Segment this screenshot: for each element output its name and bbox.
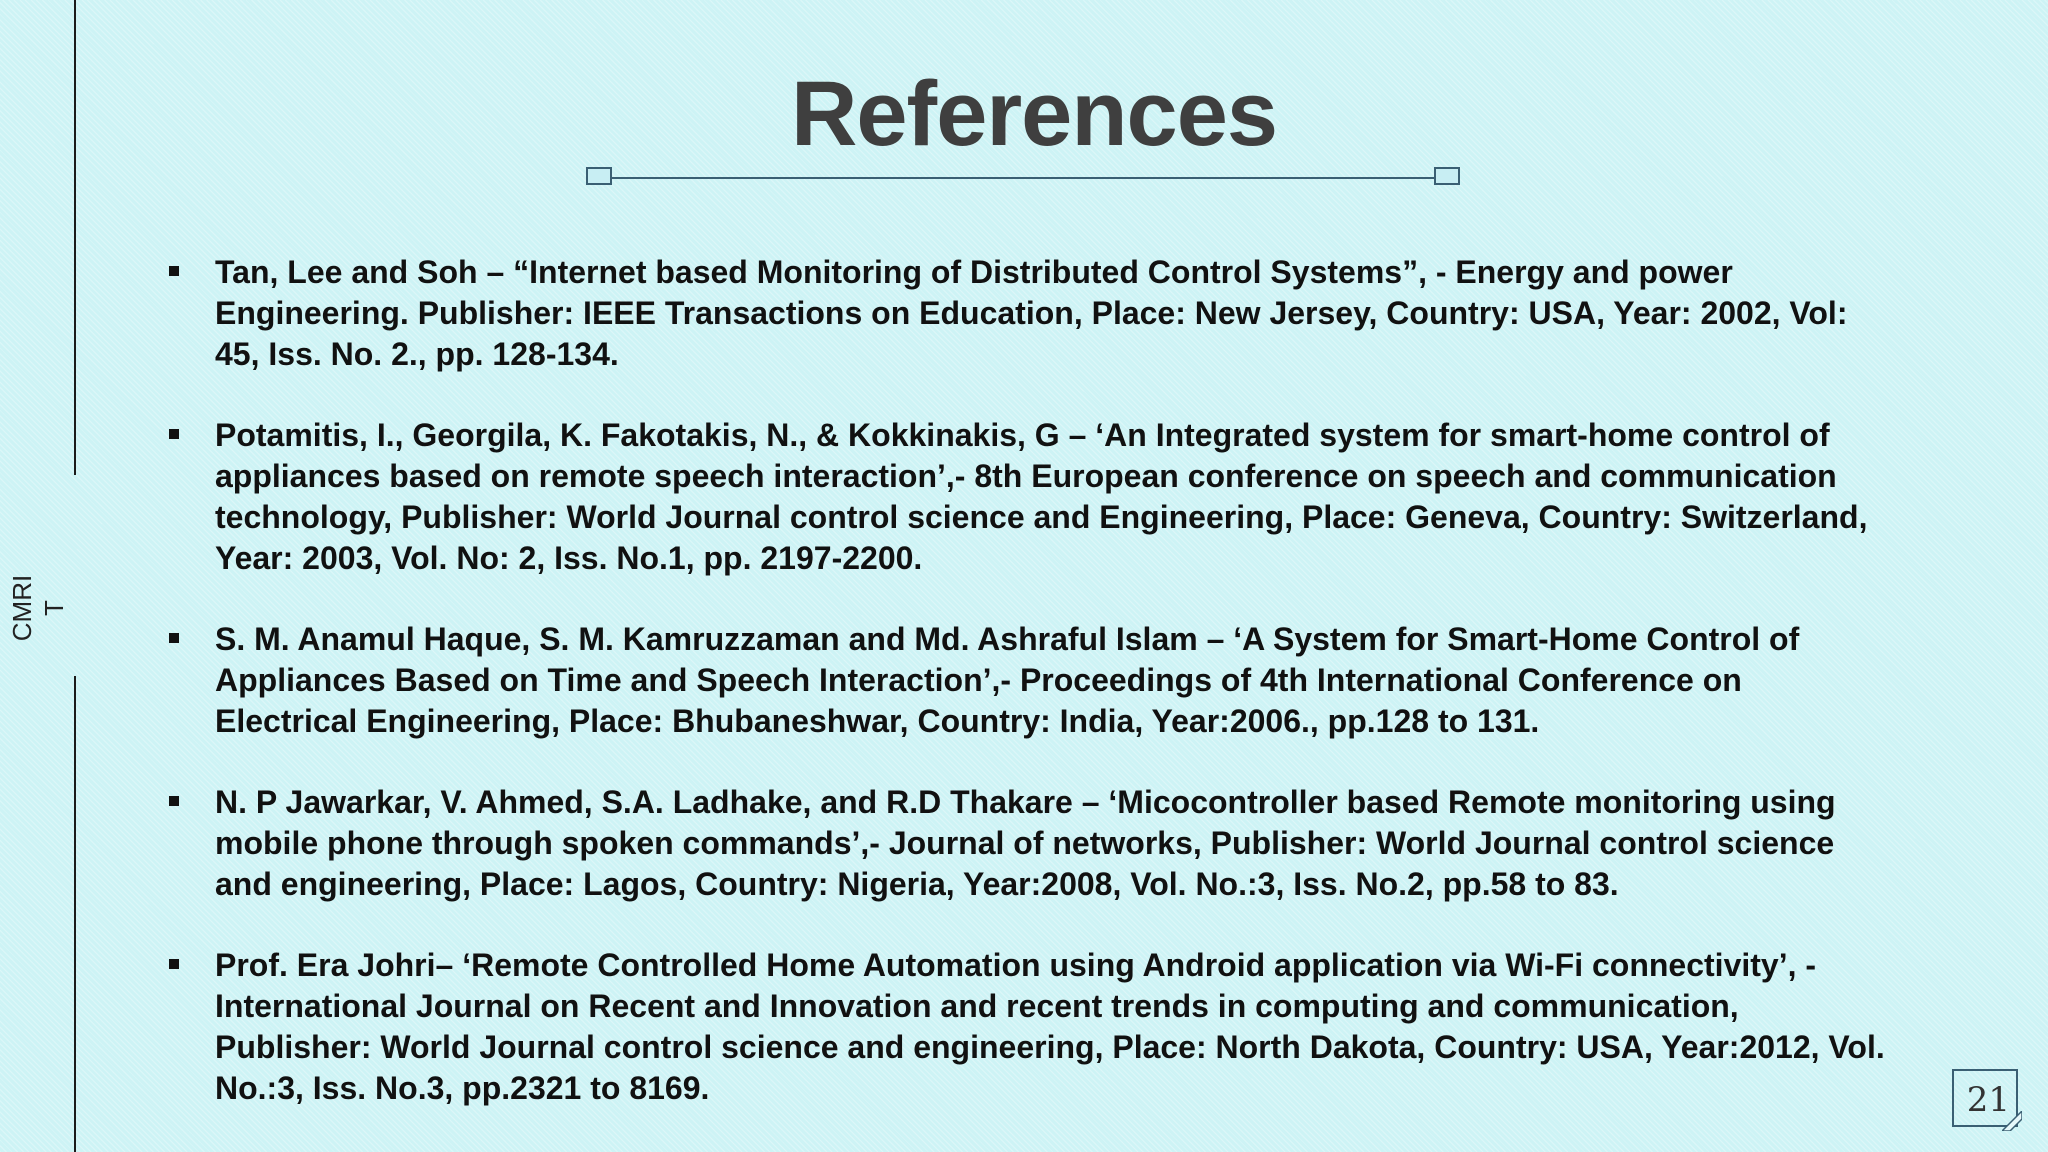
side-label: [6, 533, 70, 683]
reference-item: [167, 945, 1887, 1109]
title-underline-right-handle: [1434, 167, 1460, 185]
square-bullet-icon: [169, 266, 179, 276]
square-bullet-icon: [169, 633, 179, 643]
reference-item: [167, 782, 1887, 905]
reference-text: Potamitis, I., Georgila, K. Fakotakis, N., & Kokkinakis, G – ‘An Integrated system for smart-home control of appliances based on remote speech interaction’,- 8th European conference on speech and communication technology, Publisher: World Journal control science and Engineering, Place: Geneva, Country: Switzerland, Year: 2003, Vol. No: 2, Iss. No.1, pp. 2197-2200.: [215, 417, 1868, 576]
page-number-box: [1952, 1069, 2018, 1127]
references-list: [167, 252, 1887, 1149]
page-number: 21: [1966, 1080, 2010, 1120]
reference-text: Prof. Era Johri– ‘Remote Controlled Home Automation using Android application via Wi-Fi connectivity’, - International Journal on Recent and Innovation and recent trends in computing and communication, Publisher: World Journal control science and engineering, Place: North Dakota, Country: USA, Year:2012, Vol. No.:3, Iss. No.3, pp.2321 to 8169.: [215, 947, 1885, 1106]
side-label-line1: CMRI: [7, 574, 37, 642]
reference-text: Tan, Lee and Soh – “Internet based Monitoring of Distributed Control Systems”, - Energy and power Engineering. Publisher: IEEE Transactions on Education, Place: New Jersey, Country: USA, Year: 2002, Vol: 45, Iss. No. 2., pp. 128-134.: [215, 254, 1848, 372]
reference-text: S. M. Anamul Haque, S. M. Kamruzzaman and Md. Ashraful Islam – ‘A System for Smart-Home Control of Appliances Based on Time and Speech Interaction’,- Proceedings of 4th International Conference on Electrical Engineering, Place: Bhubaneshwar, Country: India, Year:2006., pp.128 to 131.: [215, 621, 1800, 739]
left-vertical-rule-bottom: [74, 676, 76, 1152]
title-underline: [605, 177, 1447, 179]
reference-text: N. P Jawarkar, V. Ahmed, S.A. Ladhake, and R.D Thakare – ‘Micocontroller based Remote monitoring using mobile phone through spoken commands’,- Journal of networks, Publisher: World Journal control science and engineering, Place: Lagos, Country: Nigeria, Year:2008, Vol. No.:3, Iss. No.2, pp.58 to 83.: [215, 784, 1836, 902]
side-label-line2: T: [39, 600, 69, 616]
title-underline-left-handle: [586, 167, 612, 185]
square-bullet-icon: [169, 429, 179, 439]
reference-item: [167, 619, 1887, 742]
reference-item: [167, 252, 1887, 375]
page-fold-icon: [2002, 1111, 2022, 1131]
reference-item: [167, 415, 1887, 579]
square-bullet-icon: [169, 796, 179, 806]
slide-title: References: [790, 63, 1278, 165]
square-bullet-icon: [169, 959, 179, 969]
